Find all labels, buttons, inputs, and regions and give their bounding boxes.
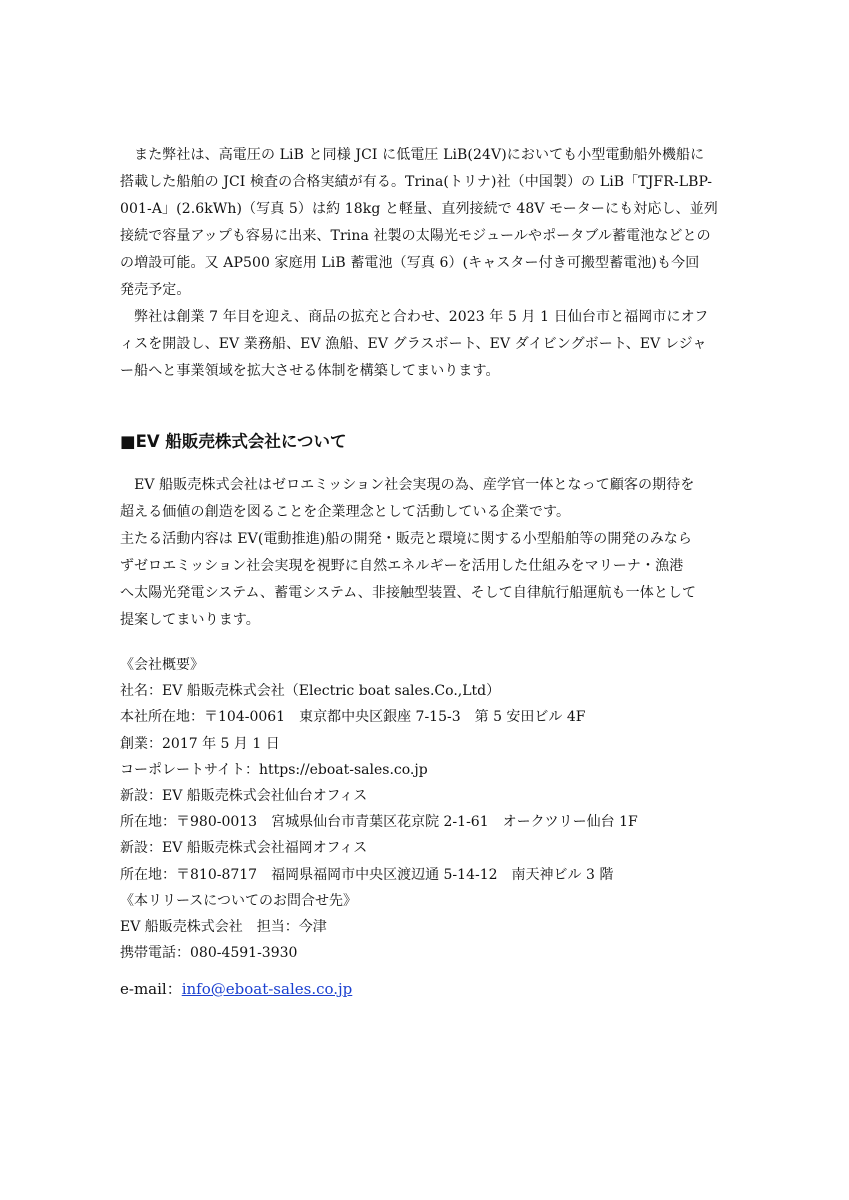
text-line: ィスを開設し、EV 業務船、EV 漁船、EV グラスボート、EV ダイビングボート、EV レジャ: [120, 336, 707, 352]
about-paragraph: [120, 472, 732, 634]
company-info-item: 《本リリースについてのお問合せ先》: [120, 892, 358, 909]
company-info-item: 創業：2017 年 5 月 1 日: [120, 735, 280, 752]
company-info-item: コーポレートサイト：https://eboat-sales.co.jp: [120, 761, 428, 778]
text-line: また弊社は、高電圧の LiB と同様 JCI に低電圧 LiB(24V)においても小型電動船外機船に: [120, 147, 705, 163]
text-line: の増設可能。又 AP500 家庭用 LiB 蓄電池（写真 6）(キャスター付き可搬型蓄電池)も今回: [120, 255, 700, 271]
company-info-item: 本社所在地：〒104-0061 東京都中央区銀座 7-15-3 第 5 安田ビル 4F: [120, 709, 586, 726]
company-info-item: 社名：EV 船販売株式会社（Electric boat sales.Co.,Ltd）: [120, 683, 501, 700]
company-info-item: 《会社概要》: [120, 657, 204, 673]
company-info-item: 新設：EV 船販売株式会社仙台オフィス: [120, 787, 368, 804]
company-info-item: 携帯電話：080-4591-3930: [120, 945, 298, 962]
text-line: 弊社は創業 7 年目を迎え、商品の拡充と合わせ、2023 年 5 月 1 日仙台市と福岡市にオフ: [120, 309, 709, 325]
text-line: へ太陽光発電システム、蓄電システム、非接触型装置、そして自律航行船運航も一体として: [120, 585, 697, 601]
text-line: 001-A」(2.6kWh)（写真 5）は約 18kg と軽量、直列接続で 48V モーターにも対応し、並列: [120, 201, 718, 217]
company-info-item: 所在地：〒810-8717 福岡県福岡市中央区渡辺通 5-14-12 南天神ビル 3 階: [120, 866, 614, 883]
email-label: e-mail：: [120, 980, 182, 998]
text-line: 主たる活動内容は EV(電動推進)船の開発・販売と環境に関する小型船舶等の開発のみなら: [120, 531, 693, 547]
company-info-list: [120, 652, 638, 966]
text-line: 搭載した船舶の JCI 検査の合格実績が有る。Trina(トリナ)社（中国製）の LiB「TJFR-LBP-: [120, 174, 713, 190]
email-line: [120, 975, 352, 1003]
company-info-item: EV 船販売株式会社 担当：今津: [120, 918, 327, 935]
company-info-item: 所在地：〒980-0013 宮城県仙台市青葉区花京院 2-1-61 オークツリー仙台 1F: [120, 814, 638, 831]
text-line: ー船へと事業領域を拡大させる体制を構築してまいります。: [120, 363, 500, 379]
text-line: 超える価値の創造を図ることを企業理念として活動している企業です。: [120, 504, 571, 520]
text-line: 提案してまいります。: [120, 612, 260, 628]
company-info-item: 新設：EV 船販売株式会社福岡オフィス: [120, 840, 368, 857]
text-line: 発売予定。: [120, 282, 191, 298]
email-link[interactable]: info@eboat-sales.co.jp: [181, 980, 353, 998]
about-heading: ■EV 船販売株式会社について: [120, 432, 347, 451]
text-line: EV 船販売株式会社はゼロエミッション社会実現の為、産学官一体となって顧客の期待を: [120, 477, 695, 493]
text-line: 接続で容量アップも容易に出来、Trina 社製の太陽光モジュールやポータブル蓄電池などとの: [120, 228, 711, 244]
text-line: ずゼロエミッション社会実現を視野に自然エネルギーを活用した仕組みをマリーナ・漁港: [120, 558, 684, 574]
intro-paragraph: [120, 142, 732, 385]
